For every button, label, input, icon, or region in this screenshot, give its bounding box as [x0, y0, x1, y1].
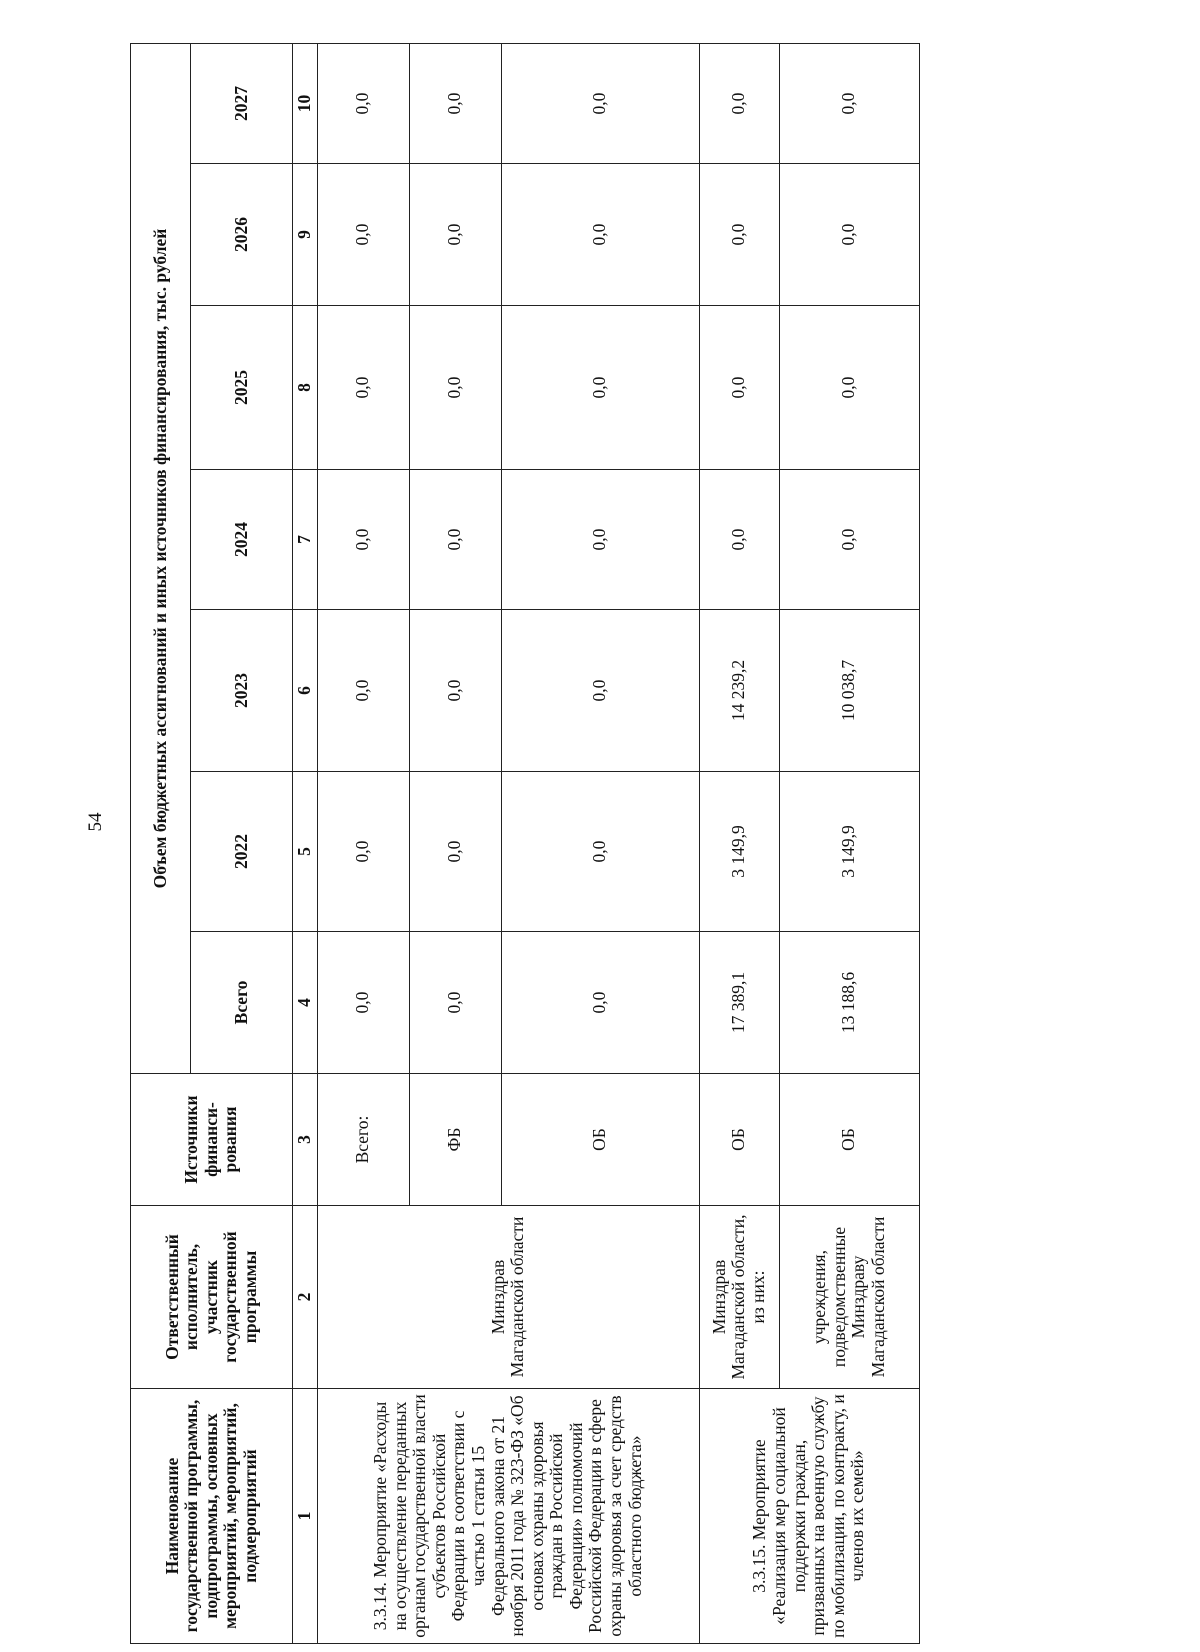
value-cell: 0,0 [409, 772, 501, 932]
value-cell: 0,0 [409, 470, 501, 610]
col-number: 6 [293, 610, 318, 772]
value-cell: 0,0 [409, 43, 501, 163]
source-cell: ОБ [779, 1074, 919, 1206]
value-cell: 0,0 [779, 164, 919, 306]
value-cell: 10 038,7 [779, 610, 919, 772]
value-cell: 0,0 [317, 164, 409, 306]
value-cell: 3 149,9 [699, 772, 779, 932]
value-cell: 17 389,1 [699, 932, 779, 1074]
value-cell: 0,0 [779, 306, 919, 470]
value-cell: 13 188,6 [779, 932, 919, 1074]
measure-3-3-15-name: 3.3.15. Мероприятие «Реализация мер социальной поддержки граждан, призванных на военную службу по мобилизации, по контракту, и членов их семей» [699, 1389, 919, 1644]
executor-cell: Минздрав Магаданской области, из них: [699, 1206, 779, 1389]
value-cell: 0,0 [501, 932, 699, 1074]
value-cell: 3 149,9 [779, 772, 919, 932]
value-cell: 0,0 [501, 43, 699, 163]
source-cell: Всего: [317, 1074, 409, 1206]
header-year-2022: 2022 [191, 772, 293, 932]
header-year-2027: 2027 [191, 43, 293, 163]
page-number: 54 [85, 812, 106, 832]
header-col2: Ответственный исполнитель, участник государственной программы [131, 1206, 293, 1389]
header-year-2025: 2025 [191, 306, 293, 470]
funding-table [130, 43, 920, 1644]
value-cell: 0,0 [409, 306, 501, 470]
col-number: 8 [293, 306, 318, 470]
value-cell: 0,0 [317, 932, 409, 1074]
table-row [699, 43, 779, 1643]
header-col3: Источники финанси-рования [131, 1074, 293, 1206]
value-cell: 0,0 [501, 164, 699, 306]
col-number: 5 [293, 772, 318, 932]
value-cell: 0,0 [317, 470, 409, 610]
value-cell: 0,0 [501, 772, 699, 932]
col-number: 3 [293, 1074, 318, 1206]
col-number: 2 [293, 1206, 318, 1389]
value-cell: 0,0 [317, 610, 409, 772]
header-year-2024: 2024 [191, 470, 293, 610]
header-total: Всего [191, 932, 293, 1074]
col-number: 1 [293, 1389, 318, 1644]
value-cell: 0,0 [501, 610, 699, 772]
value-cell: 0,0 [317, 306, 409, 470]
value-cell: 14 239,2 [699, 610, 779, 772]
source-cell: ОБ [699, 1074, 779, 1206]
column-number-row [293, 43, 318, 1643]
value-cell: 0,0 [317, 772, 409, 932]
measure-3-3-14-name: 3.3.14. Мероприятие «Расходы на осуществление переданных органам государственной власти субъектов Российской Федерации в соответствии с частью 1 статьи 15 Федерального закона от 21 ноября 2011 года № 323-ФЗ «Об основах охраны здоровья граждан в Российской Федерации» полномочий Российской Федерации в сфере охраны здоровья за счет средств областного бюджета» [317, 1389, 699, 1644]
value-cell: 0,0 [699, 43, 779, 163]
value-cell: 0,0 [699, 306, 779, 470]
value-cell: 0,0 [779, 470, 919, 610]
header-col1: Наименование государственной программы, подпрограммы, основных мероприятий, мероприятий, подмероприятий [131, 1389, 293, 1644]
header-row-1 [131, 43, 191, 1643]
value-cell: 0,0 [779, 43, 919, 163]
measure-3-3-14-executor: Минздрав Магаданской области [317, 1206, 699, 1389]
header-year-2023: 2023 [191, 610, 293, 772]
col-number: 9 [293, 164, 318, 306]
source-cell: ОБ [501, 1074, 699, 1206]
col-number: 10 [293, 43, 318, 163]
value-cell: 0,0 [699, 470, 779, 610]
col-number: 4 [293, 932, 318, 1074]
header-year-2026: 2026 [191, 164, 293, 306]
value-cell: 0,0 [409, 164, 501, 306]
source-cell: ФБ [409, 1074, 501, 1206]
value-cell: 0,0 [501, 470, 699, 610]
value-cell: 0,0 [699, 164, 779, 306]
table-row [317, 43, 409, 1643]
value-cell: 0,0 [409, 932, 501, 1074]
executor-cell: учреждения, подведомственные Минздраву Магаданской области [779, 1206, 919, 1389]
col-number: 7 [293, 470, 318, 610]
header-funding-group: Объем бюджетных ассигнований и иных источников финансирования, тыс. рублей [131, 43, 191, 1073]
value-cell: 0,0 [317, 43, 409, 163]
value-cell: 0,0 [409, 610, 501, 772]
value-cell: 0,0 [501, 306, 699, 470]
